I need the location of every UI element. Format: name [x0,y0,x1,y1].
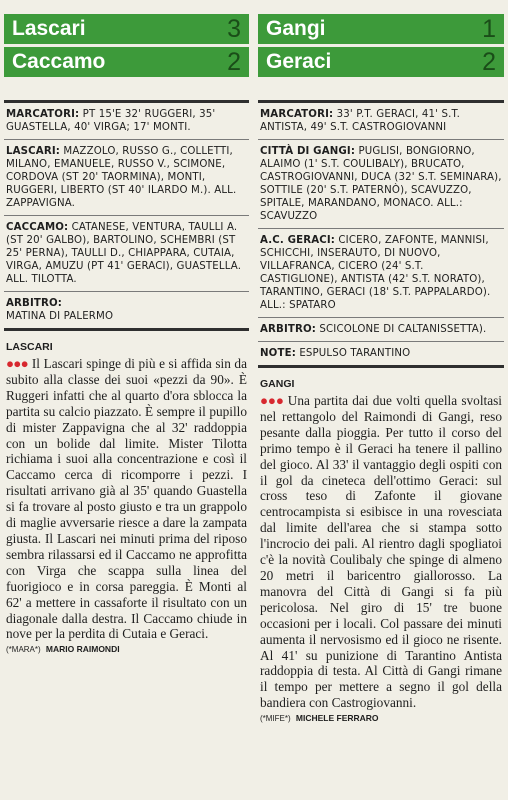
home-team-name: Lascari [12,17,86,40]
match-column-gangi-geraci [258,0,504,800]
scorers-section [258,100,504,140]
story-text: Una partita dai due volti quella svoltasi nel rettangolo del Raimondi di Gangi, reso pesante dalla pioggia. Per tutto il corso del primo tempo è il Geraci ha tenere il pallino del gioco. Al 33' il vantaggio degli ospiti con il gol da cineteca dell'ottimo Geraci: sul cross teso di Zafonte il giovane centrocampista si esibisce in una rovesciata dal limite dell'area che si stampa sotto l'incrocio dei pali. Al rientro dagli spogliatoi c'è la novità Coulibaly che spinge di almeno 20 metri il baricentro giallorosso. La manovra del Città di Gangi si fa più pericolosa. Nel giro di 15' tre buone occasioni per i locali. Col passare dei minuti aumenta il nervosismo ed il gioco ne risente. Al 41' su punizione di Tarantino Antista raddoppia di testa. Al Città di Gangi rimane il tempo per mettere a segno il gol della bandiera con Castrogiovanni. [260,393,502,711]
referee-text: MATINA DI PALERMO [6,311,114,322]
bullet-dots-icon: ●●● [6,356,28,371]
home-lineup-section [258,140,504,229]
notes-label: NOTE: [260,348,296,359]
home-lineup-text: MAZZOLO, RUSSO G., COLLETTI, MILANO, EMANUELE, RUSSO V., SCIMONE, CORDOVA (ST 20' TAORMINA), MONTI, RUGGERI, LIBERTO (ST 40' ILARDO M.). ALL. ZAPPAVIGNA. [6,146,237,209]
match-column-lascari-caccamo [4,0,249,800]
referee-label: ARBITRO: [6,298,63,309]
byline-tag: (*MARA*) [6,645,41,655]
notes-text: ESPULSO TARANTINO [299,348,411,359]
story-body [258,390,504,711]
home-team-name: Gangi [266,17,326,40]
byline [4,644,249,654]
scorers-section [4,100,249,140]
scorers-text: 33' P.T. GERACI, 41' S.T. ANTISTA, 49' S.T. CASTROGIOVANNI [260,109,461,133]
bullet-dots-icon: ●●● [260,393,284,408]
away-team-bar [258,47,504,77]
away-lineup-text: CATANESE, VENTURA, TAULLI A. (ST 20' GALBO), BARTOLINO, SCHEMBRI (ST 25' PERNA), TAULLI D., CHIAPPARA, CUTAIA, VIRGA, AMUZU (PT 41' GERACI), GUASTELLA. ALL. TILOTTA. [6,222,242,285]
home-lineup-section [4,140,249,216]
away-lineup-section [4,216,249,292]
story-title: LASCARI [6,341,53,353]
home-team-score: 3 [227,14,241,43]
away-lineup-text: CICERO, ZAFONTE, MANNISI, SCHICCHI, INSERAUTO, DI NUOVO, VILLAFRANCA, CICERO (24' S.T. CASTIGLIONE), ANTISTA (42' S.T. NORATO), TARANTINO, GERACI (18' S.T. PAPPALARDO). ALL.: SPATARO [260,235,491,311]
story-body [4,353,249,642]
home-lineup-label: LASCARI: [6,146,60,157]
away-lineup-label: CACCAMO: [6,222,69,233]
away-team-score: 2 [227,47,241,76]
notes-section [258,342,504,368]
referee-label: ARBITRO: [260,324,317,335]
referee-text: SCICOLONE DI CALTANISSETTA). [319,324,487,335]
away-team-name: Caccamo [12,50,106,73]
story-text: Il Lascari spinge di più e si affida sin da subito alla classe dei suoi «pezzi da 90». È Ruggeri infatti che al quarto d'ora sblocca la partita su calcio piazzato. È sempre il pupillo di mister Zappavigna che al 32' raddoppia con un bolide dal limite. Mister Tilotta richiama i suoi alla concentrazione e così il Caccamo cerca di ricomporre i pezzi. I risultati arrivano già al 35' quando Guastella si fa trovare al posto giusto e tra un grappolo di maglie avversarie riesce a dare la zampata giusta. Il Lascari nei minuti prima del riposo sembra rilassarsi ed il Caccamo ne approfitta con Virga che scappa sulla linea del fuorigioco e in corsa pareggia. È Monti al 62' a mettere in cassaforte il risultato con un diagonale dalla destra. Il Caccamo chiude in nove per la perdita di Cutaia e Geraci. [6,356,247,642]
story-title: GANGI [260,378,295,390]
away-team-bar [4,47,249,77]
home-lineup-label: CITTÀ DI GANGI: [260,146,356,157]
away-team-name: Geraci [266,50,332,73]
referee-section [4,292,249,331]
byline-author: MICHELE FERRARO [295,713,379,724]
away-lineup-section [258,229,504,318]
away-team-score: 2 [482,47,496,76]
byline [258,713,504,723]
byline-author: MARIO RAIMONDI [45,644,120,655]
referee-section [258,318,504,342]
home-team-bar [4,14,249,44]
scorers-label: MARCATORI: [6,109,80,120]
home-team-score: 1 [482,14,496,43]
away-lineup-label: A.C. GERACI: [260,235,336,246]
byline-tag: (*MIFE*) [260,714,291,724]
home-lineup-text: PUGLISI, BONGIORNO, ALAIMO (1' S.T. COULIBALY), BRUCATO, CASTROGIOVANNI, DUCA (32' S.T. SEMINARA), SOTTILE (20' S.T. PATERNÒ), SCAVUZZO, SPITALE, MARANDANO, MONACO. ALL.: SCAVUZZO [260,146,502,222]
home-team-bar [258,14,504,44]
scorers-text: PT 15'E 32' RUGGERI, 35' GUASTELLA, 40' VIRGA; 17' MONTI. [6,109,216,133]
scorers-label: MARCATORI: [260,109,334,120]
